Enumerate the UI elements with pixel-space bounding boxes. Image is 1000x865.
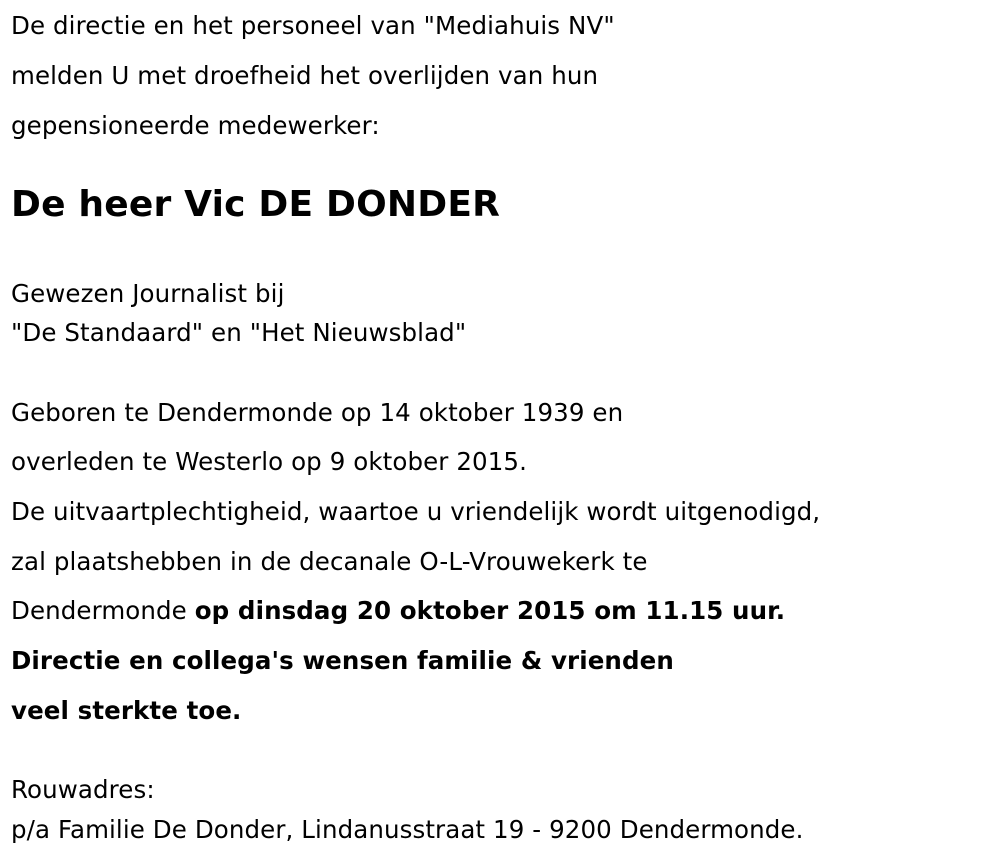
address-value: p/a Familie De Donder, Lindanusstraat 19 - 9200 Dendermonde. <box>11 815 804 844</box>
deceased-name: De heer Vic DE DONDER <box>11 184 501 225</box>
details-line-date-time: op dinsdag 20 oktober 2015 om 11.15 uur. <box>194 596 786 625</box>
details-line-date <box>11 596 785 626</box>
intro-line-3: gepensioneerde medewerker: <box>11 111 380 140</box>
condolence-line-2: veel sterkte toe. <box>11 696 242 725</box>
role-line-2: "De Standaard" en "Het Nieuwsblad" <box>11 318 467 347</box>
details-line-birth: Geboren te Dendermonde op 14 oktober 1939 en <box>11 398 624 427</box>
intro-line-1: De directie en het personeel van "Mediahuis NV" <box>11 11 615 40</box>
address-label: Rouwadres: <box>11 775 155 804</box>
details-line-date-place: Dendermonde <box>11 596 195 625</box>
intro-line-2: melden U met droefheid het overlijden van hun <box>11 61 599 90</box>
role-line-1: Gewezen Journalist bij <box>11 279 285 308</box>
details-line-death: overleden te Westerlo op 9 oktober 2015. <box>11 447 527 476</box>
details-line-funeral: De uitvaartplechtigheid, waartoe u vriendelijk wordt uitgenodigd, <box>11 497 821 526</box>
condolence-line-1: Directie en collega's wensen familie & vrienden <box>11 646 674 675</box>
details-line-church: zal plaatshebben in de decanale O-L-Vrouwekerk te <box>11 547 648 576</box>
